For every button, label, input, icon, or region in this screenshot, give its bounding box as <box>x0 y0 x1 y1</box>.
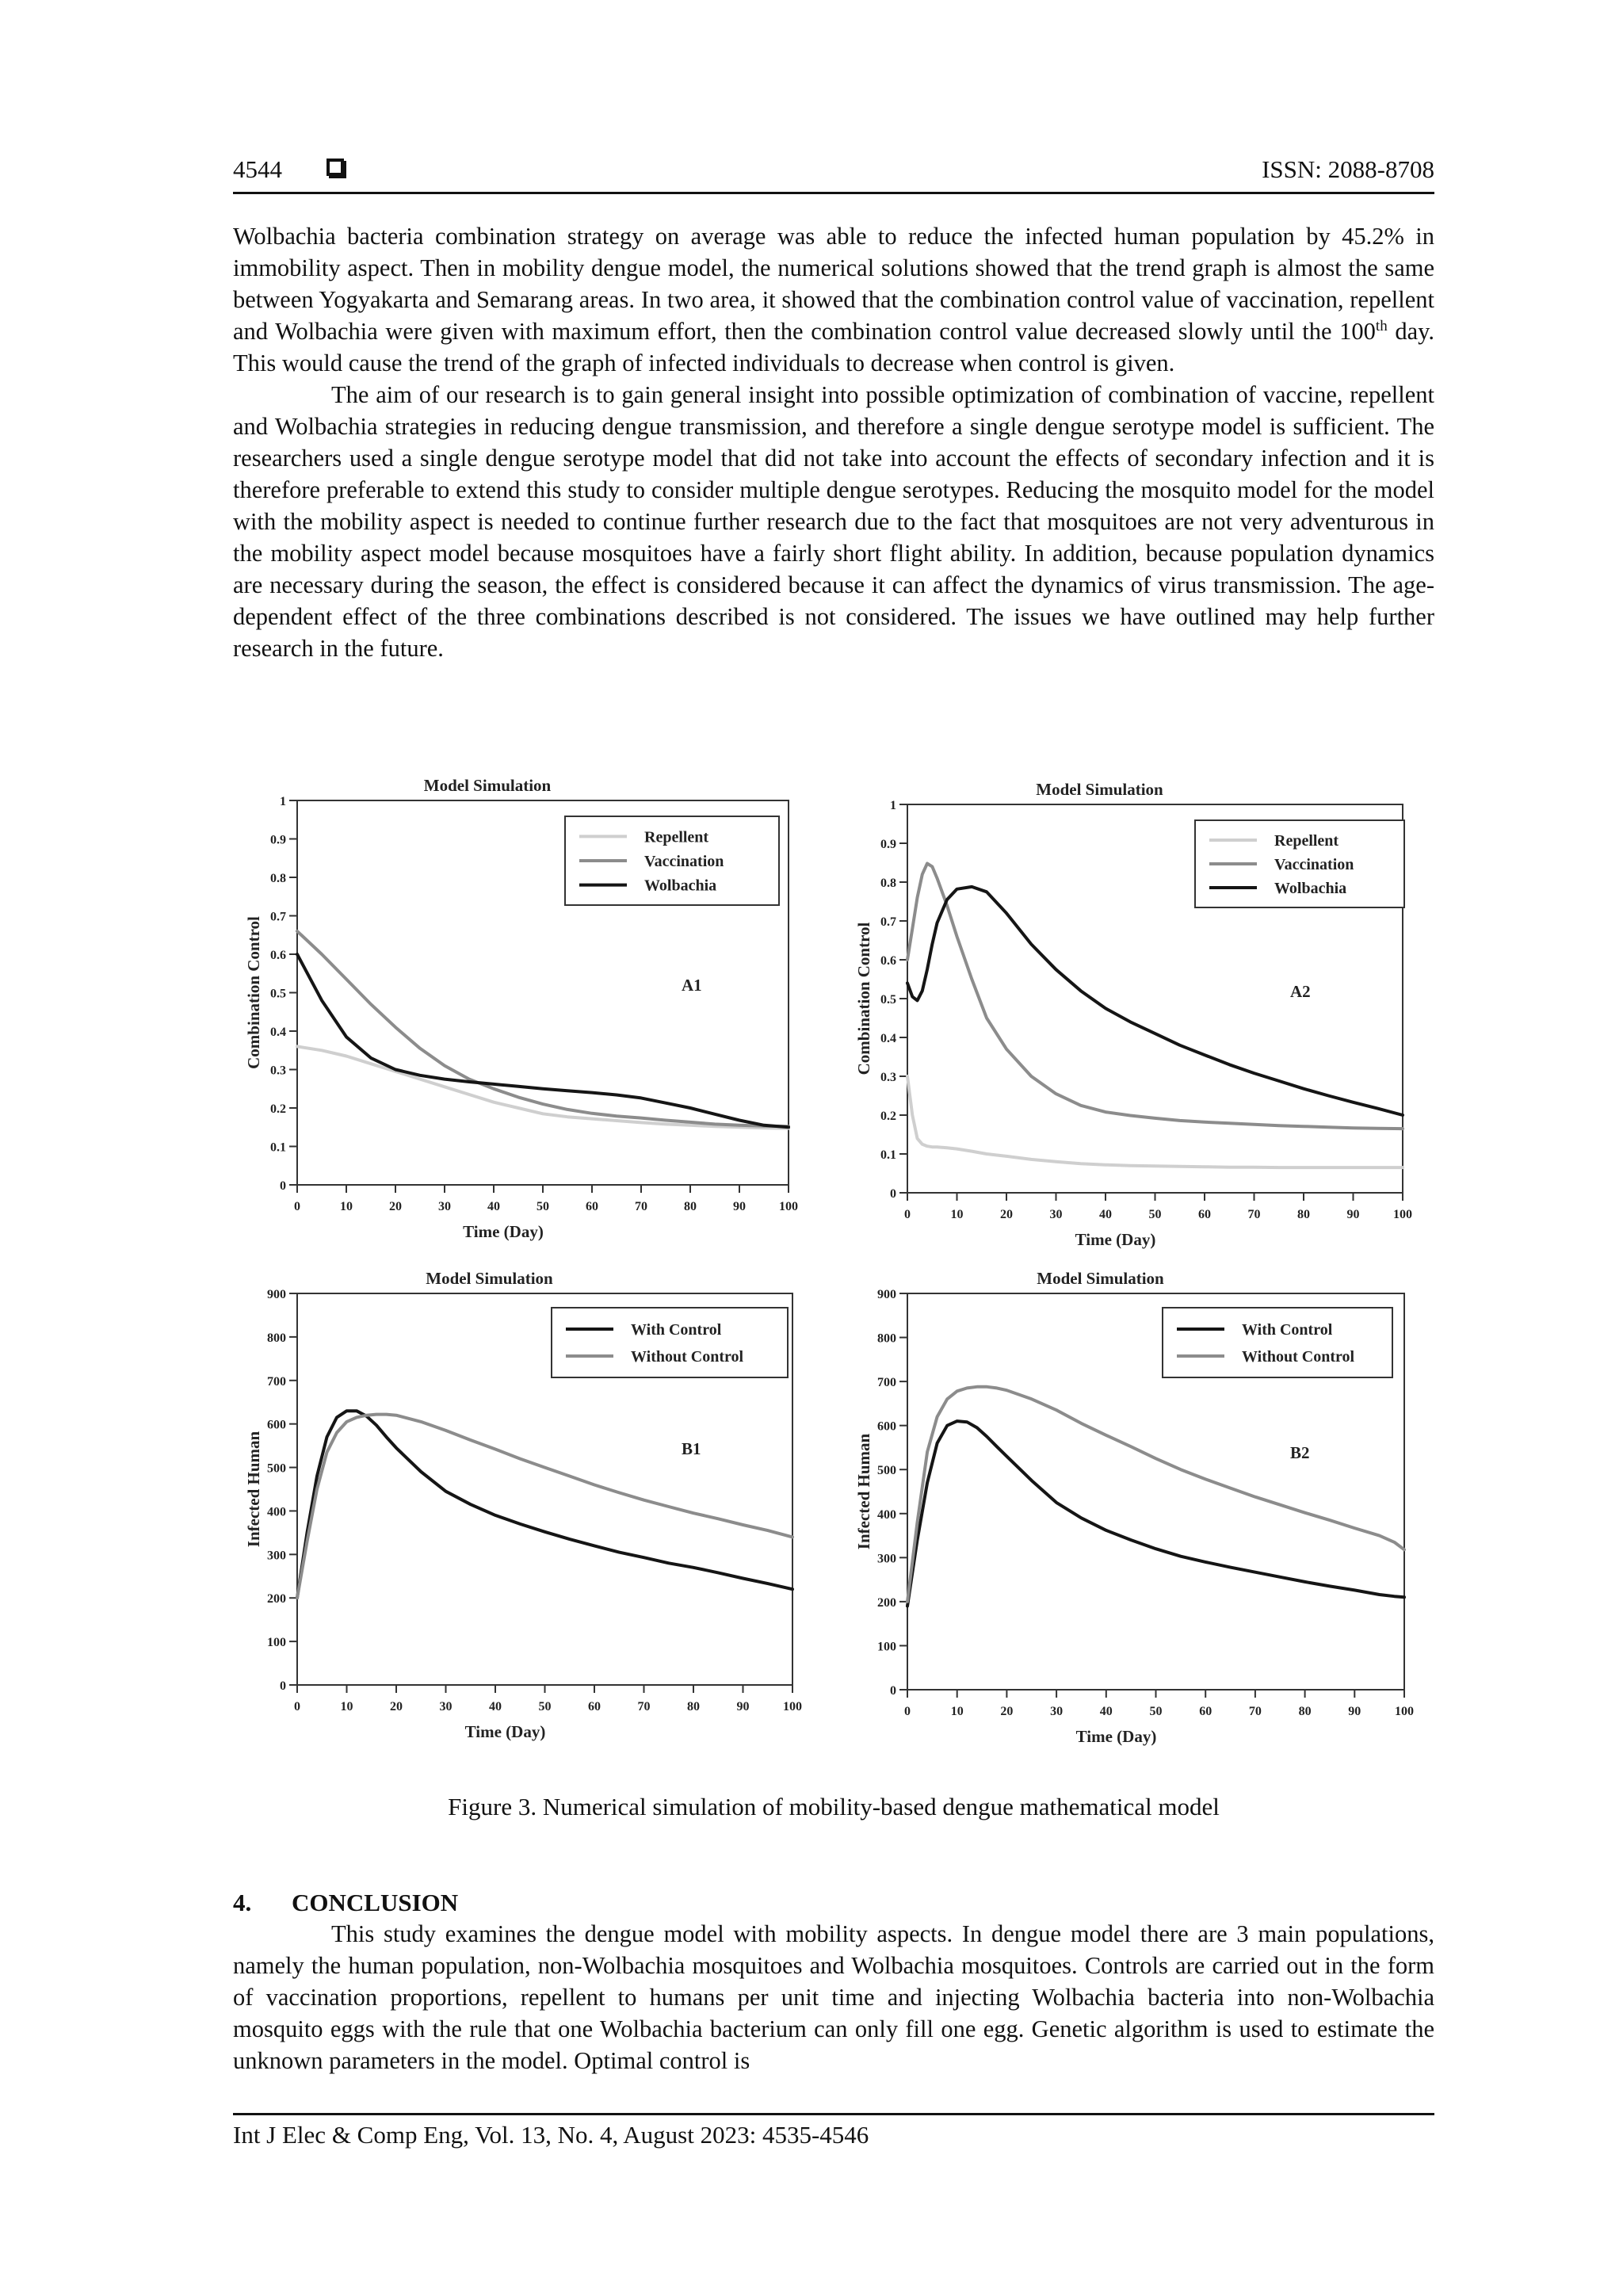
y-tick-label: 0.2 <box>880 1110 896 1123</box>
section-heading <box>233 1889 458 1917</box>
y-tick-label: 100 <box>267 1636 286 1650</box>
page-header <box>233 155 1434 193</box>
panel-label: A2 <box>1290 982 1311 1001</box>
legend-label: With Control <box>1242 1321 1333 1339</box>
y-tick-label: 600 <box>877 1419 896 1434</box>
y-tick-label: 1 <box>890 799 896 812</box>
paragraph-2: The aim of our research is to gain general insight into possible optimization of combination of vaccine, repellent and Wolbachia strategies in reducing dengue transmission, and therefore a single dengue serotype model is sufficient. The researchers used a single dengue serotype model that did not take into account the effects of secondary infection and it is therefore preferable to extend this study to consider multiple dengue serotypes. Reducing the mosquito model for the model with the mobility aspect is needed to continue further research due to the fact that mosquitoes are not very adventurous in the mobility aspect model because mosquitoes have a fairly short flight ability. In addition, because population dynamics are necessary during the season, the effect is considered because it can affect the dynamics of virus transmission. The age-dependent effect of the three combinations described is not considered. The issues we have outlined may help further research in the future. <box>233 381 1434 662</box>
y-tick-label: 0.1 <box>880 1148 896 1162</box>
x-tick-label: 100 <box>783 1700 802 1713</box>
x-tick-label: 40 <box>489 1700 502 1713</box>
y-tick-label: 0.3 <box>880 1071 896 1084</box>
y-tick-label: 400 <box>267 1505 286 1519</box>
legend-label: Repellent <box>644 828 709 846</box>
x-tick-label: 0 <box>294 1700 300 1713</box>
issn-label: ISSN: 2088-8708 <box>1262 155 1434 183</box>
y-tick-label: 100 <box>877 1640 896 1654</box>
series-line-repellent <box>907 1076 1403 1167</box>
y-tick-label: 200 <box>267 1592 286 1606</box>
legend-label: Vaccination <box>644 853 724 870</box>
x-tick-label: 10 <box>340 1700 353 1713</box>
chart-title: Model Simulation <box>1037 1269 1164 1288</box>
x-tick-label: 30 <box>439 1700 453 1713</box>
x-tick-label: 50 <box>537 1200 549 1213</box>
y-axis-label: Infected Human <box>244 1431 263 1548</box>
legend-box <box>1163 1308 1392 1377</box>
y-tick-label: 0.7 <box>880 915 896 929</box>
panel-label: A1 <box>682 976 702 995</box>
y-tick-label: 0.8 <box>270 872 286 885</box>
x-tick-label: 0 <box>904 1208 911 1221</box>
chart-B2 <box>854 1269 1414 1746</box>
y-tick-label: 0 <box>890 1684 896 1698</box>
legend <box>552 1308 788 1377</box>
superscript-th: th <box>1375 317 1388 334</box>
legend-label: Repellent <box>1274 832 1339 850</box>
legend-box <box>552 1308 788 1377</box>
conclusion-text: This study examines the dengue model with mobility aspects. In dengue model there are 3 main populations, namely the human population, non-Wolbachia mosquitoes and Wolbachia mosquitoes. Controls are carried out in the form of vaccination proportions, repellent to humans per unit time and injecting Wolbachia bacteria into non-Wolbachia mosquito eggs with the rule that one Wolbachia bacterium can only fill one egg. Genetic algorithm is used to estimate the unknown parameters in the model. Optimal control is <box>233 1920 1434 2074</box>
y-tick-label: 500 <box>267 1461 286 1476</box>
legend-label: Without Control <box>1242 1348 1355 1366</box>
x-tick-label: 70 <box>1247 1208 1261 1221</box>
legend <box>1163 1308 1392 1377</box>
x-tick-label: 60 <box>588 1700 601 1713</box>
footer-rule <box>233 2113 1434 2115</box>
y-tick-label: 0 <box>280 1679 286 1693</box>
y-tick-label: 0.4 <box>880 1032 896 1045</box>
section-number: 4. <box>233 1889 252 1916</box>
y-tick-label: 0.9 <box>270 833 286 847</box>
y-tick-label: 0.9 <box>880 838 896 851</box>
y-tick-label: 0 <box>280 1179 286 1193</box>
x-tick-label: 80 <box>1297 1208 1310 1221</box>
x-tick-label: 50 <box>1149 1705 1163 1718</box>
x-tick-label: 90 <box>733 1200 746 1213</box>
y-tick-label: 0.6 <box>880 954 896 968</box>
y-axis-label: Combination Control <box>854 922 873 1075</box>
series-line-without-control <box>907 1387 1404 1602</box>
x-tick-label: 100 <box>1393 1208 1412 1221</box>
y-tick-label: 0.4 <box>270 1026 286 1039</box>
panel-label: B1 <box>682 1439 701 1458</box>
figure-3 <box>238 769 1442 1783</box>
series-line-with-control <box>907 1421 1404 1606</box>
x-tick-label: 20 <box>1000 1705 1014 1718</box>
y-tick-label: 600 <box>267 1418 286 1432</box>
y-tick-label: 500 <box>877 1464 896 1478</box>
x-tick-label: 30 <box>1050 1705 1064 1718</box>
series-line-without-control <box>297 1415 792 1599</box>
x-tick-label: 40 <box>1099 1208 1112 1221</box>
page-number: 4544 <box>233 155 282 183</box>
x-tick-label: 50 <box>1148 1208 1162 1221</box>
paragraph-1: Wolbachia bacteria combination strategy on average was able to reduce the infected human population by 45.2% in immobility aspect. Then in mobility dengue model, the numerical solutions showed that the trend graph is almost the same between Yogyakarta and Semarang areas. In two area, it showed that the combination control value of vaccination, repellent and Wolbachia were given with maximum effort, then the combination control value decreased slowly until the 100th day. This would cause the trend of the graph of infected individuals to decrease when control is given. <box>233 223 1435 376</box>
x-tick-label: 60 <box>586 1200 598 1213</box>
footer-citation: Int J Elec & Comp Eng, Vol. 13, No. 4, August 2023: 4535-4546 <box>233 2121 869 2149</box>
figure-3-charts <box>238 769 1442 1783</box>
legend-label: Without Control <box>631 1348 744 1366</box>
y-axis-label: Combination Control <box>244 916 263 1069</box>
chart-A2 <box>854 780 1412 1249</box>
chart-title: Model Simulation <box>423 776 552 795</box>
x-tick-label: 30 <box>438 1200 451 1213</box>
x-tick-label: 20 <box>1000 1208 1013 1221</box>
x-tick-label: 90 <box>1346 1208 1360 1221</box>
x-tick-label: 50 <box>538 1700 552 1713</box>
legend <box>565 816 779 905</box>
y-tick-label: 800 <box>267 1331 286 1345</box>
x-tick-label: 70 <box>1248 1705 1262 1718</box>
x-tick-label: 70 <box>637 1700 651 1713</box>
y-tick-label: 0.2 <box>270 1102 286 1116</box>
y-tick-label: 0.6 <box>270 949 286 962</box>
x-tick-label: 100 <box>1395 1705 1414 1718</box>
legend <box>1195 820 1404 907</box>
y-tick-label: 1 <box>280 795 286 808</box>
header-rule <box>233 192 1434 194</box>
x-tick-label: 100 <box>779 1200 798 1213</box>
chart-A1 <box>244 776 798 1241</box>
x-tick-label: 80 <box>687 1700 700 1713</box>
legend-label: Vaccination <box>1274 856 1354 873</box>
series-line-with-control <box>297 1411 792 1598</box>
y-tick-label: 900 <box>877 1288 896 1301</box>
y-tick-label: 200 <box>877 1595 896 1610</box>
x-tick-label: 40 <box>487 1200 500 1213</box>
y-tick-label: 0.1 <box>270 1140 286 1155</box>
series-line-vaccination <box>297 931 789 1126</box>
x-tick-label: 0 <box>904 1705 911 1718</box>
x-axis-label: Time (Day) <box>464 1722 546 1741</box>
y-tick-label: 800 <box>877 1331 896 1346</box>
x-axis-label: Time (Day) <box>1075 1727 1157 1746</box>
y-tick-label: 900 <box>267 1288 286 1301</box>
y-axis-label: Infected Human <box>854 1433 873 1550</box>
x-axis-label: Time (Day) <box>463 1222 544 1241</box>
x-tick-label: 10 <box>950 1208 964 1221</box>
x-tick-label: 80 <box>684 1200 697 1213</box>
chart-B1 <box>244 1269 802 1741</box>
x-tick-label: 20 <box>390 1700 403 1713</box>
y-tick-label: 0 <box>890 1187 896 1201</box>
x-tick-label: 90 <box>1348 1705 1361 1718</box>
x-tick-label: 60 <box>1199 1705 1212 1718</box>
figure-caption: Figure 3. Numerical simulation of mobility-based dengue mathematical model <box>448 1793 1220 1820</box>
x-tick-label: 40 <box>1099 1705 1113 1718</box>
x-tick-label: 30 <box>1049 1208 1063 1221</box>
y-tick-label: 700 <box>877 1376 896 1390</box>
legend-label: Wolbachia <box>1274 880 1347 897</box>
series-line-wolbachia <box>297 954 789 1127</box>
x-tick-label: 60 <box>1198 1208 1211 1221</box>
x-tick-label: 20 <box>389 1200 402 1213</box>
legend-label: Wolbachia <box>644 877 717 895</box>
chart-title: Model Simulation <box>426 1269 553 1288</box>
square-bullet-icon <box>327 159 344 176</box>
panel-label: B2 <box>1290 1443 1310 1462</box>
x-tick-label: 10 <box>950 1705 964 1718</box>
x-tick-label: 70 <box>635 1200 647 1213</box>
x-tick-label: 0 <box>294 1200 300 1213</box>
x-tick-label: 10 <box>340 1200 353 1213</box>
y-tick-label: 0.5 <box>270 987 286 1001</box>
legend-label: With Control <box>631 1321 722 1339</box>
y-tick-label: 400 <box>877 1507 896 1522</box>
y-tick-label: 0.8 <box>880 877 896 890</box>
y-tick-label: 700 <box>267 1374 286 1389</box>
y-tick-label: 0.5 <box>880 993 896 1007</box>
x-tick-label: 80 <box>1298 1705 1312 1718</box>
x-tick-label: 90 <box>736 1700 750 1713</box>
y-tick-label: 300 <box>877 1552 896 1566</box>
y-tick-label: 300 <box>267 1549 286 1563</box>
chart-title: Model Simulation <box>1036 780 1163 799</box>
y-tick-label: 0.7 <box>270 910 286 924</box>
section-title: CONCLUSION <box>292 1889 459 1916</box>
body-text <box>233 220 1434 664</box>
x-axis-label: Time (Day) <box>1075 1230 1156 1249</box>
y-tick-label: 0.3 <box>270 1064 286 1078</box>
